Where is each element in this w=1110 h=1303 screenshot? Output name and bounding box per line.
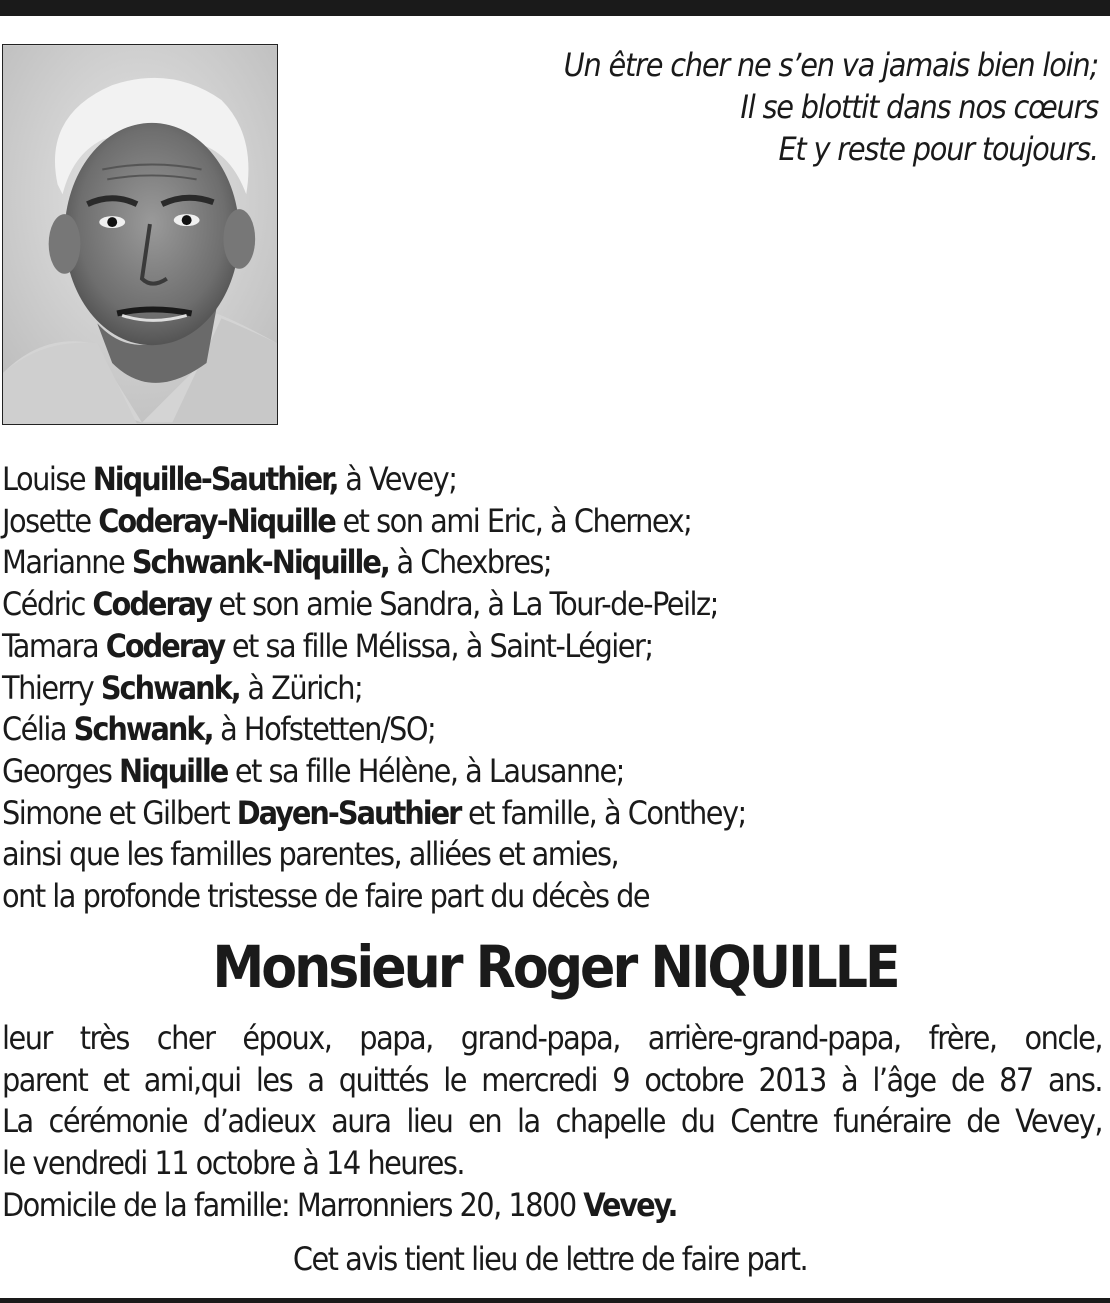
member-detail: à Hofstetten/SO;: [212, 710, 436, 749]
member-detail: et sa fille Mélissa, à Saint-Légier;: [224, 626, 653, 665]
domicile-line: [2, 1185, 1102, 1227]
surname: Coderay-Niquille: [98, 501, 335, 540]
family-member: [2, 542, 1102, 584]
family-member: [2, 501, 1102, 543]
first-name: Thierry: [2, 668, 101, 707]
member-detail: et famille, à Conthey;: [460, 793, 746, 832]
portrait-illustration: [3, 45, 277, 424]
bottom-rule: [0, 1298, 1110, 1303]
surname: Coderay: [105, 626, 225, 665]
first-name: Louise: [2, 460, 93, 498]
family-member: [2, 709, 1102, 751]
family-member: [2, 668, 1102, 710]
family-closing-line: ainsi que les familles parentes, alliées et amies,: [2, 835, 619, 874]
member-detail: à Chexbres;: [388, 543, 552, 582]
poem-line: Et y reste pour toujours.: [778, 130, 1098, 168]
domicile-address: Domicile de la famille: Marronniers 20, 1800: [2, 1185, 584, 1224]
details-line: parent et ami,qui les a quittés le mercredi 9 octobre 2013 à l’âge de 87 ans.: [2, 1060, 1102, 1099]
first-name: Célia: [2, 710, 74, 749]
family-member: [2, 584, 1102, 626]
member-detail: et sa fille Hélène, à Lausanne;: [227, 751, 624, 790]
member-detail: et son amie Sandra, à La Tour-de-Peilz;: [210, 585, 718, 624]
family-member: [2, 459, 1102, 501]
first-name: Josette: [2, 501, 99, 540]
surname: Coderay: [92, 585, 211, 624]
poem-line: Un être cher ne s’en va jamais bien loin;: [563, 46, 1098, 84]
first-name: Simone et Gilbert: [2, 793, 237, 832]
family-member: [2, 793, 1102, 835]
member-detail: et son ami Eric, à Chernex;: [334, 501, 692, 540]
family-list: [2, 459, 1102, 918]
family-member: [2, 626, 1102, 668]
first-name: Marianne: [2, 543, 132, 582]
surname: Dayen-Sauthier: [236, 793, 461, 832]
first-name: Georges: [2, 751, 120, 790]
details-line: leur très cher époux, papa, grand-papa, arrière-grand-papa, frère, oncle,: [2, 1019, 1102, 1057]
member-detail: à Zürich;: [239, 668, 363, 707]
domicile-city: Vevey.: [583, 1185, 677, 1224]
family-closing-line: ont la profonde tristesse de faire part du décès de: [2, 877, 650, 916]
closing-note: Cet avis tient lieu de lettre de faire part.: [292, 1240, 808, 1278]
surname: Niquille-Sauthier,: [92, 460, 338, 498]
surname: Schwank,: [100, 668, 240, 707]
portrait-photo: [2, 44, 278, 425]
details-line: le vendredi 11 octobre à 14 heures.: [2, 1144, 465, 1183]
family-member: [2, 751, 1102, 793]
surname: Schwank,: [73, 710, 213, 749]
member-detail: à Vevey;: [337, 460, 457, 498]
details-line: La cérémonie d’adieux aura lieu en la chapelle du Centre funéraire de Vevey,: [2, 1102, 1102, 1141]
surname: Niquille: [119, 751, 228, 790]
first-name: Cédric: [2, 585, 93, 624]
first-name: Tamara: [2, 626, 106, 665]
deceased-name: Monsieur Roger NIQUILLE: [212, 933, 898, 1001]
surname: Schwank-Niquille,: [131, 543, 389, 582]
details: [2, 1018, 1102, 1227]
top-rule: [0, 0, 1110, 16]
poem: [398, 44, 1098, 170]
poem-line: Il se blottit dans nos cœurs: [740, 88, 1098, 126]
